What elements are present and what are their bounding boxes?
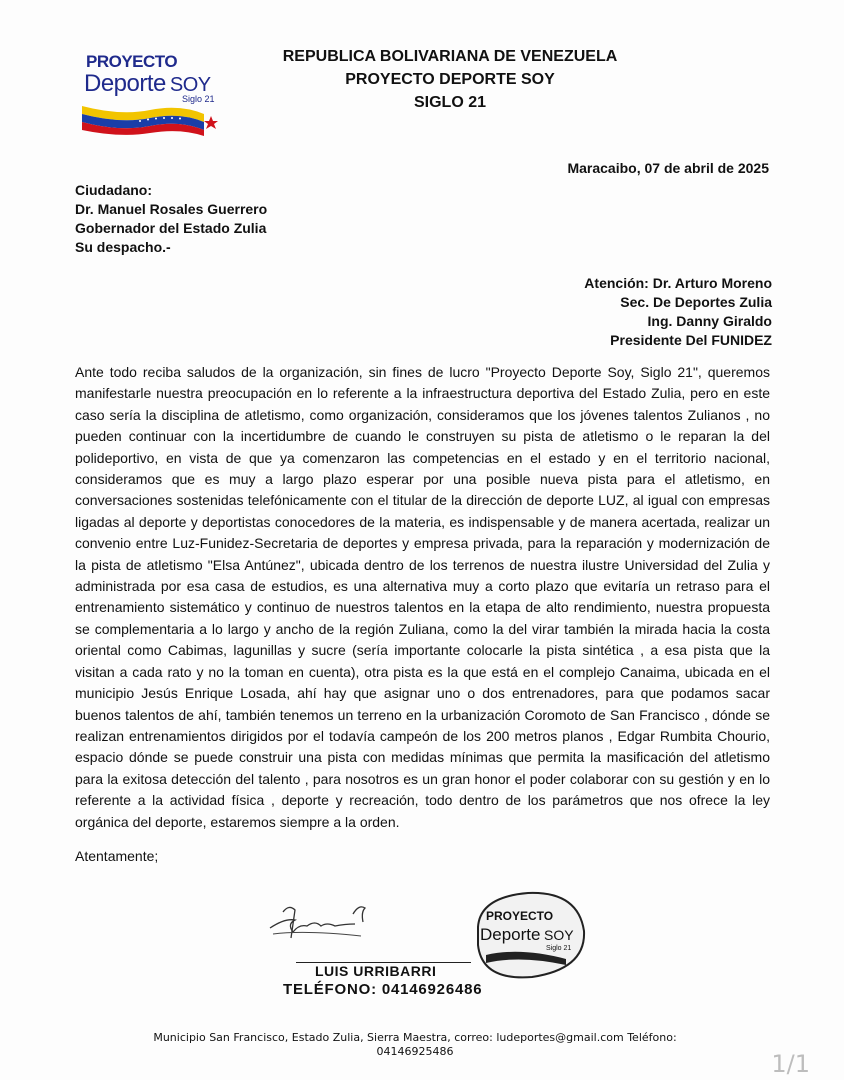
attention-line: Ing. Danny Giraldo [647, 313, 772, 329]
addressee-line: Su despacho.- [75, 239, 171, 255]
addressee-block [75, 181, 267, 257]
signatory-name: LUIS URRIBARRI [315, 963, 437, 979]
letter-body: Ante todo reciba saludos de la organización, sin fines de lucro "Proyecto Deporte Soy, Siglo 21", queremos manifestarle nuestra preocupación en lo referente a la infraestructura deportiva del Estado Zulia, pero en este caso sería la disciplina de atletismo, como organización, consideramos que los jóvenes talentos Zulianos , no pueden continuar con la incertidumbre de cuando le construyen su pista de atletismo o le reparan la del polideportivo, en vista de que ya comenzaron las competencias en el estado y en el territorio nacional, consideramos que es muy a largo plazo esperar por una posible nueva pista para el atletismo, en conversaciones sostenidas telefónicamente con el titular de la dirección de deporte LUZ, al igual con empresas ligadas al deporte y deportistas conocedores de la materia, es indispensable y de manera acertada, realizar un convenio entre Luz-Funidez-Secretaria de deportes y empresa privada, para la reparación y modernización de la pista de atletismo "Elsa Antúnez", ubicada dentro de los terrenos de nuestra ilustre Universidad del Zulia y administrada por esa casa de estudios, es una alternativa muy a corto plazo que evitaría un retraso para el entrenamiento sistemático y continuo de nuestros talentos en la etapa de alto rendimiento, nuestra propuesta se complementaria a lo largo y ancho de la región Zuliana, como la del virar también la mirada hacia la costa oriental como Cabimas, lagunillas y sucre (sería importante colocarle la pista sintética , a esa pista que la visitan a cada rato y no la toman en cuenta), otra pista es la que está en el complejo Canaima, ubicada en el municipio Jesús Enrique Losada, ahí hay que asignar uno o dos entrenadores, para que podamos sacar buenos talentos de ahí, también tenemos un terreno en la urbanización Coromoto de San Francisco , dónde se realizan entrenamientos dirigidos por el todavía campeón de los 200 metros planos , Edgar Rumbita Chourio, espacio dónde se puede construir una pista con medidas mínimas que permita la masificación del atletismo para la exitosa detección del talento , para nosotros es un gran honor el poder colaborar con su gestión y en lo referente a la actividad física , deporte y recreación, todo dentro de los parámetros que nos ofrece la ley orgánica del deporte, estaremos siempre a la orden. [75, 364, 770, 830]
organization-stamp [470, 885, 590, 985]
header-line-3: SIGLO 21 [413, 94, 487, 111]
addressee-line: Dr. Manuel Rosales Guerrero [75, 201, 268, 217]
stamp-line-3: Siglo 21 [546, 945, 572, 952]
footer-line-1: Municipio San Francisco, Estado Zulia, Sierra Maestra, correo: ludeportes@gmail.com Teléfono: [153, 1031, 677, 1044]
addressee-line: Gobernador del Estado Zulia [75, 220, 267, 236]
logo-word-soy: SOY [169, 74, 211, 96]
logo-line-1: PROYECTO [86, 52, 178, 71]
stamp-line-2b: SOY [544, 927, 574, 943]
closing: Atentamente; [75, 848, 159, 864]
letter-date: Maracaibo, 07 de abril de 2025 [567, 160, 769, 176]
attention-line: Atención: Dr. Arturo Moreno [584, 275, 772, 291]
attention-line: Presidente Del FUNIDEZ [610, 332, 772, 348]
stamp-line-1: PROYECTO [486, 909, 554, 923]
footer-line-2: 04146925486 [376, 1045, 454, 1058]
attention-block [584, 274, 772, 350]
logo [80, 50, 220, 140]
footer-contact [130, 1031, 700, 1059]
addressee-line: Ciudadano: [75, 182, 152, 198]
logo-word-deporte: Deporte [84, 70, 166, 97]
page-indicator: 1/1 [771, 1050, 810, 1078]
letterhead [200, 45, 700, 114]
header-line-1: REPUBLICA BOLIVARIANA DE VENEZUELA [282, 48, 618, 65]
signatory-phone: TELÉFONO: 04146926486 [283, 981, 483, 998]
attention-line: Sec. De Deportes Zulia [620, 294, 772, 310]
stamp-line-2: Deporte [480, 925, 541, 944]
flag-banner-icon [80, 102, 220, 138]
logo-line-3: Siglo 21 [182, 94, 215, 104]
header-line-2: PROYECTO DEPORTE SOY [345, 71, 555, 88]
handwritten-signature [265, 890, 395, 950]
